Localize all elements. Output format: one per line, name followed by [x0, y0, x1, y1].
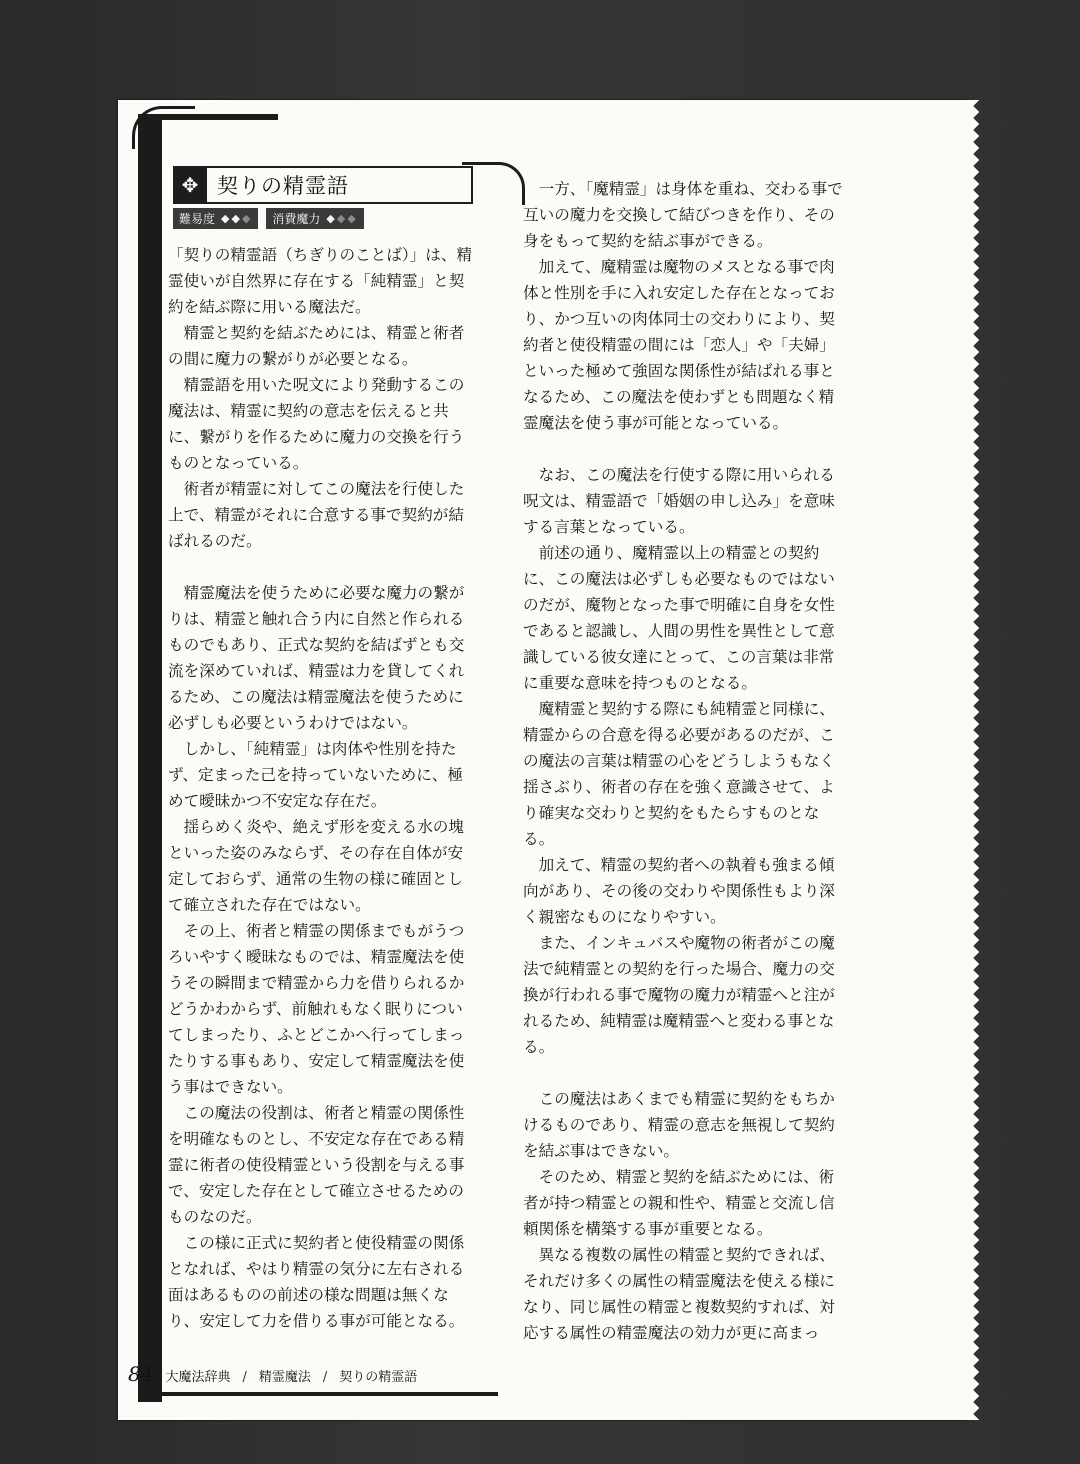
- left-column: [168, 242, 478, 1334]
- breadcrumb-separator: /: [242, 1370, 247, 1385]
- paragraph: 魔精霊と契約する際にも純精霊と同様に、精霊からの合意を得る必要があるのだが、この魔法の言葉は精霊の心をどうしようもなく揺さぶり、術者の存在を強く意識させて、より確実な交わりと契約をもたらすものとなる。: [523, 700, 835, 848]
- difficulty-rating: [221, 212, 252, 225]
- page-number: 84: [128, 1362, 154, 1386]
- cost-filled: ◆: [326, 212, 337, 225]
- difficulty-filled: ◆◆: [221, 212, 242, 225]
- right-column: [523, 176, 843, 1346]
- paragraph: また、インキュバスや魔物の術者がこの魔法で純精霊との契約を行った場合、魔力の交換が行われる事で魔物の魔力が精霊へと注がれるため、純精霊は魔精霊へと変わる事となる。: [523, 934, 835, 1056]
- title-bar: [173, 166, 473, 204]
- paragraph: そのため、精霊と契約を結ぶためには、術者が持つ精霊との親和性や、精霊と交流し信頼関係を構築する事が重要となる。: [523, 1168, 835, 1238]
- paragraph: 精霊魔法を使うために必要な魔力の繋がりは、精霊と触れ合う内に自然と作られるものでもあり、正式な契約を結ばずとも交流を深めていれば、精霊は力を貸してくれるため、この魔法は精霊魔法を使うために必ずしも必要というわけではない。: [168, 584, 465, 732]
- paragraph: 一方、「魔精霊」は身体を重ね、交わる事で互いの魔力を交換して結びつきを作り、その身をもって契約を結ぶ事ができる。: [523, 180, 843, 250]
- document-page: [118, 100, 968, 1420]
- difficulty-empty: ◆: [241, 212, 253, 225]
- paragraph: この魔法はあくまでも精霊に契約をもちかけるものであり、精霊の意志を無視して契約を結ぶ事はできない。: [523, 1090, 835, 1160]
- paragraph: この様に正式に契約者と使役精霊の関係となれば、やはり精霊の気分に左右される面はあるものの前述の様な問題は無くなり、安定して力を借りる事が可能となる。: [168, 1234, 465, 1330]
- paragraph: 揺らめく炎や、絶えず形を変える水の塊といった姿のみならず、その存在自体が安定しておらず、通常の生物の様に確固として確立された存在ではない。: [168, 818, 464, 914]
- breadcrumb-section: 精霊魔法: [258, 1370, 311, 1385]
- paragraph: なお、この魔法を行使する際に用いられる呪文は、精霊語で「婚姻の申し込み」を意味する言葉となっている。: [523, 466, 835, 536]
- corner-ornament: [132, 106, 195, 149]
- page-title: 契りの精霊語: [217, 174, 349, 198]
- paragraph: しかし、「純精霊」は肉体や性別を持たず、定まった己を持っていないために、極めて曖昧かつ不安定な存在だ。: [168, 740, 464, 810]
- paragraph: 「契りの精霊語（ちぎりのことば）」は、精霊使いが自然界に存在する「純精霊」と契約を結ぶ際に用いる魔法だ。: [168, 246, 473, 316]
- entry-header: [173, 166, 473, 229]
- paragraph: 術者が精霊に対してこの魔法を行使した上で、精霊がそれに合意する事で契約が結ばれるのだ。: [168, 480, 465, 550]
- paragraph-gap: [168, 554, 478, 580]
- paragraph: 精霊語を用いた呪文により発動するこの魔法は、精霊に契約の意志を伝えると共に、繋がりを作るために魔力の交換を行うものとなっている。: [168, 376, 465, 472]
- emblem-icon: ✥: [173, 168, 207, 202]
- paragraph: この魔法の役割は、術者と精霊の関係性を明確なものとし、不安定な存在である精霊に術者の使役精霊という役割を与える事で、安定した存在として確立させるためのものなのだ。: [168, 1104, 465, 1226]
- cost-empty: ◆◆: [336, 212, 358, 225]
- paragraph-gap: [523, 436, 843, 462]
- difficulty-badge: [173, 208, 258, 229]
- paragraph: その上、術者と精霊の関係までもがうつろいやすく曖昧なものでは、精霊魔法を使うその瞬間まで精霊から力を借りられるかどうかわからず、前触れもなく眠りについてしまったり、ふとどこかへ行ってしまったりする事もあり、安定して精霊魔法を使う事はできない。: [168, 922, 465, 1096]
- breadcrumb-entry: 契りの精霊語: [339, 1370, 418, 1385]
- paragraph: 加えて、精霊の契約者への執着も強まる傾向があり、その後の交わりや関係性もより深く親密なものになりやすい。: [523, 856, 835, 926]
- meta-row: [173, 208, 473, 229]
- breadcrumb-book: 大魔法辞典: [165, 1370, 231, 1385]
- paragraph: 加えて、魔精霊は魔物のメスとなる事で肉体と性別を手に入れ安定した存在となっており、かつ互いの肉体同士の交わりにより、契約者と使役精霊の間には「恋人」や「夫婦」といった極めて強固な関係性が結ばれる事となるため、この魔法を使わずとも問題なく精霊魔法を使う事が可能となっている。: [523, 258, 835, 432]
- paragraph-gap: [523, 1060, 843, 1086]
- torn-edge: [966, 100, 980, 1420]
- cost-rating: [326, 212, 357, 225]
- page-frame-bottom: [138, 1392, 498, 1396]
- difficulty-label: 難易度: [179, 212, 216, 226]
- paragraph: 前述の通り、魔精霊以上の精霊との契約に、この魔法は必ずしも必要なものではないのだが、魔物となった事で明確に自身を女性であると認識し、人間の男性を異性として意識している彼女達にとって、この言葉は非常に重要な意味を持つものとなる。: [523, 544, 835, 692]
- page-frame-left: [138, 114, 162, 1402]
- paragraph: 精霊と契約を結ぶためには、精霊と術者の間に魔力の繋がりが必要となる。: [168, 324, 465, 368]
- paragraph: 異なる複数の属性の精霊と契約できれば、それだけ多くの属性の精霊魔法を使える様になり、同じ属性の精霊と複数契約すれば、対応する属性の精霊魔法の効力が更に高まっ: [523, 1246, 835, 1342]
- breadcrumb-separator: /: [322, 1370, 328, 1385]
- cost-badge: [266, 208, 363, 229]
- flourish-ornament: [462, 162, 525, 205]
- cost-label: 消費魔力: [272, 212, 321, 226]
- page-footer: [128, 1362, 417, 1386]
